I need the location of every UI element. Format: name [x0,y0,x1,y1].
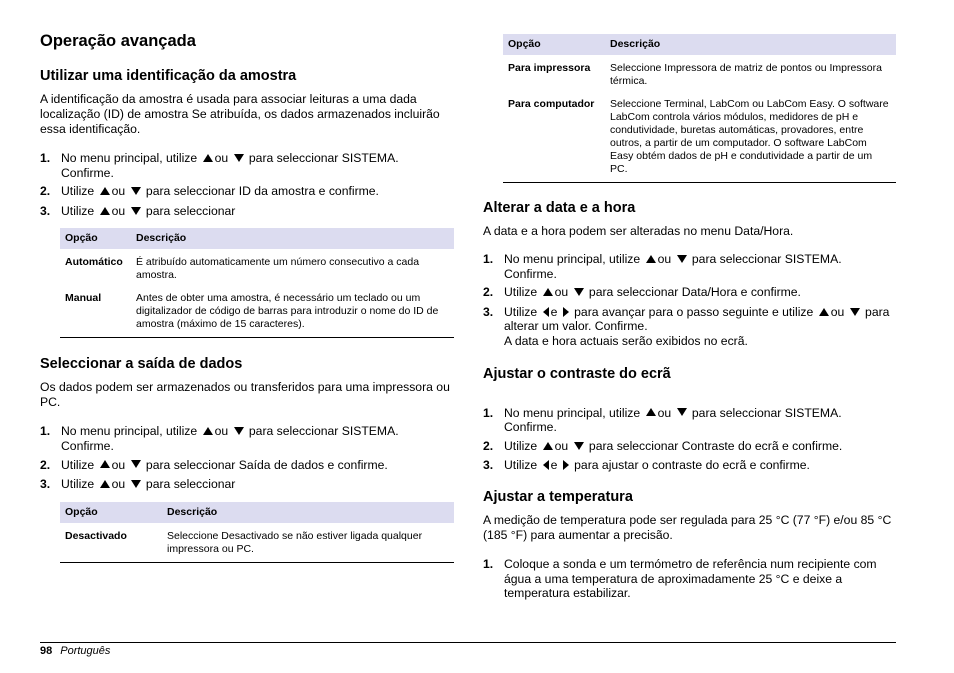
arrow-up-icon [543,288,553,296]
arrow-left-icon [543,307,549,317]
table-row: Desactivado Seleccione Desactivado se não estiver ligada qualquer impressora ou PC. [60,523,454,563]
contrast-steps [483,406,896,473]
list-item: 3. Utilize ou para seleccionar [40,203,236,218]
list-item: 2. Utilize ou para seleccionar Contraste do ecrã e confirme. [483,438,843,453]
arrow-up-icon [646,408,656,416]
list-item: 1. No menu principal, utilize ou para seleccionar SISTEMA. Confirme. [40,424,399,453]
list-item: 3. Utilize e para avançar para o passo seguinte e utilize ou para alterar um valor. Confirme. A data e hora actuais serão exibidos no ecrã. [483,304,890,348]
table-header: Opção [60,502,162,523]
arrow-left-icon [543,460,549,470]
arrow-down-icon [234,154,244,162]
temperature-steps [483,557,896,601]
table-header: Descrição [162,502,454,523]
table-header: Opção [503,34,605,55]
section-heading-datetime: Alterar a data e a hora [483,200,636,216]
page-title: Operação avançada [40,32,196,50]
list-item: 1. No menu principal, utilize ou para seleccionar SISTEMA. Confirme. [483,405,842,435]
arrow-down-icon [574,442,584,450]
datetime-note: A data e hora actuais serão exibidos no ecrã. [504,333,748,348]
output-options-table-continued [503,34,896,183]
table-header: Opção [60,228,131,249]
table-header: Descrição [131,228,454,249]
arrow-up-icon [100,207,110,215]
arrow-right-icon [563,460,569,470]
arrow-down-icon [677,408,687,416]
list-item: 1. Coloque a sonda e um termómetro de referência num recipiente com água a uma temperatura de aproximadamente 25 °C e deixe a temperatura estabilizar. [483,556,877,601]
table-row: Para impressora Seleccione Impressora de matriz de pontos ou Impressora térmica. [508,62,882,87]
arrow-up-icon [100,187,110,195]
temperature-intro: A medição de temperatura pode ser regulada para 25 °C (77 °F) e/ou 85 °C (185 °F) para aumentar a precisão. [483,512,892,542]
table-row: Manual Antes de obter uma amostra, é necessário um teclado ou um digitalizador de código de barras para introduzir o nome do ID de amostra (máximo de 15 caracteres). [60,285,454,338]
page-number: 98 [40,645,53,657]
sample-id-intro: A identificação da amostra é usada para associar leituras a uma dada localização (ID) de amostra Se atribuída, os dados armazenados incluirão essa identificação. [40,92,440,136]
section-heading-output: Seleccionar a saída de dados [40,356,243,373]
arrow-down-icon [850,308,860,316]
list-item: 2. Utilize ou para seleccionar Saída de dados e confirme. [40,457,388,472]
list-item: 2. Utilize ou para seleccionar ID da amostra e confirme. [40,184,379,199]
arrow-down-icon [131,460,141,468]
table-row: Para computador Seleccione Terminal, LabCom ou LabCom Easy. O software LabCom controla vários módulos, medidores de pH e condutividade, buretas automáticas, provadores, entre outros, a partir de um computador. O software LabCom Easy obtém dados de pH e condutividade a partir de um PC. [503,91,896,183]
output-intro: Os dados podem ser armazenados ou transferidos para uma impressora ou PC. [40,380,450,410]
list-item: 3. Utilize e para ajustar o contraste do ecrã e confirme. [483,458,810,473]
arrow-down-icon [234,427,244,435]
table-header: Descrição [605,34,896,55]
arrow-up-icon [100,480,110,488]
list-item: 3. Utilize ou para seleccionar [40,477,236,492]
list-item: 1. No menu principal, utilize ou para seleccionar SISTEMA. Confirme. [40,151,399,180]
arrow-up-icon [100,460,110,468]
section-heading-temperature: Ajustar a temperatura [483,488,633,505]
page-footer [40,645,110,657]
list-item: 1. No menu principal, utilize ou para seleccionar SISTEMA. Confirme. [483,252,842,281]
sample-id-steps [40,151,454,218]
arrow-right-icon [563,307,569,317]
arrow-down-icon [131,187,141,195]
footer-divider [40,642,896,643]
arrow-up-icon [819,308,829,316]
arrow-down-icon [677,255,687,263]
datetime-intro: A data e a hora podem ser alteradas no menu Data/Hora. [483,224,794,238]
arrow-up-icon [646,255,656,263]
sample-id-options-table [60,228,454,338]
right-column [483,28,896,601]
footer-language: Português [60,645,111,657]
section-heading-sample-id: Utilizar uma identificação da amostra [40,68,297,84]
arrow-down-icon [131,207,141,215]
arrow-up-icon [543,442,553,450]
output-steps [40,424,454,491]
arrow-down-icon [131,480,141,488]
datetime-steps [483,252,896,349]
arrow-up-icon [203,154,213,162]
section-heading-contrast: Ajustar o contraste do ecrã [483,365,671,382]
left-column [40,28,454,563]
output-options-table [60,502,454,563]
arrow-down-icon [574,288,584,296]
list-item: 2. Utilize ou para seleccionar Data/Hora e confirme. [483,285,801,300]
arrow-up-icon [203,427,213,435]
table-row: Automático É atribuído automaticamente um número consecutivo a cada amostra. [65,256,420,282]
